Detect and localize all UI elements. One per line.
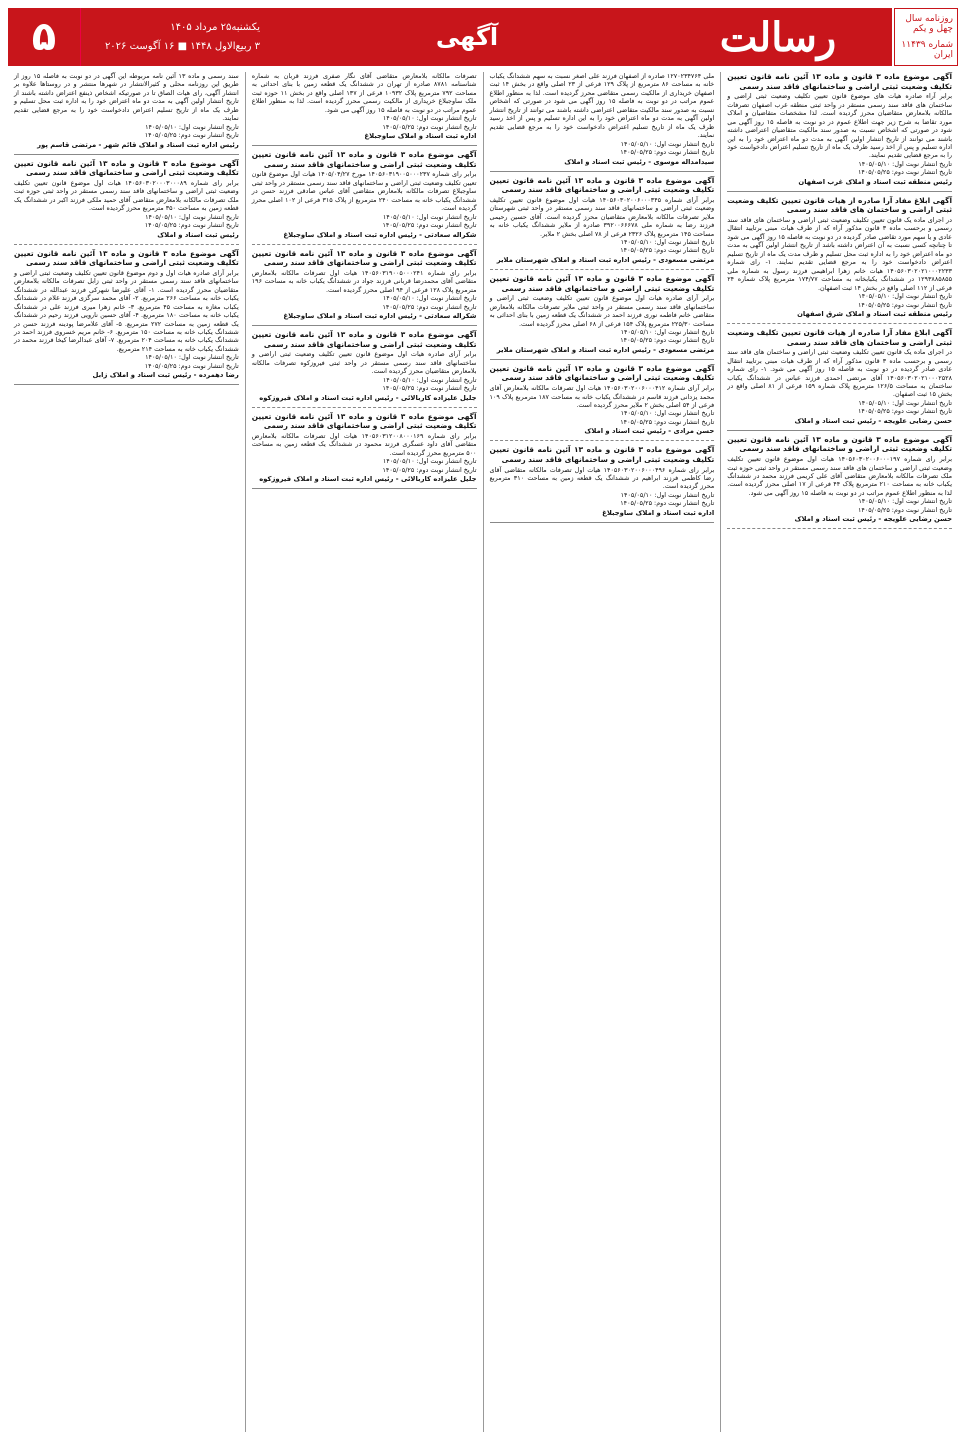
notice-columns <box>8 72 958 1432</box>
notice-title: آگهی موضوع ماده ۳ قانون و ماده ۱۳ آئین نامه قانون تعیین تکلیف وضعیت ثبتی اراضی و ساختمانهای فاقد سند رسمی <box>14 158 239 178</box>
notice-date-second: تاریخ انتشار نوبت دوم: ۱۴۰۵/۰۵/۲۵ <box>382 221 477 230</box>
notice-title: آگهی ابلاغ مفاد آرا صادره از هیات قانون تعیین تکلیف وضعیت ثبتی اراضی و ساختمان های فاقد سند رسمی <box>727 195 952 215</box>
notice-body: برابر رای شماره ۱۴۰۵۶۰۳۰۲۰۰۶۰۰۰۴۹۶ هیات اول تصرفات مالکانه متقاضی آقای رضا کاظمی فرزند ابراهیم در ششدانگ یک قطعه زمین به مساحت ۳۱۰ مترمربع محرز گردیده است. <box>489 465 715 491</box>
notice-divider <box>490 440 715 441</box>
notice-date-first: تاریخ انتشار نوبت اول: ۱۴۰۵/۰۵/۱۰ <box>145 353 239 362</box>
notice-date-second: تاریخ انتشار نوبت دوم: ۱۴۰۵/۰۵/۲۵ <box>382 384 477 393</box>
notice-date-second: تاریخ انتشار نوبت دوم: ۱۴۰۵/۰۵/۲۵ <box>144 361 239 370</box>
issue-number-line: شماره ۱۱۴۳۹ ایران <box>901 40 953 60</box>
notice-body: برابر آرای شماره ۱۴۰۵۶۰۳۰۲۰۰۶۰۰۰۴۱۲ هیات اول تصرفات مالکانه بلامعارض آقای محمد یزدانی فرزند قاسم در ششدانگ یکباب خانه به مساحت ۱۸۷ مترمربع پلاک ۱۰۹ فرعی از ۵۴ اصلی بخش ۲ ملایر محرز گردیده است. <box>489 384 715 409</box>
notice-title: آگهی موضوع ماده ۳ قانون و ماده ۱۳ آئین نامه قانون تعیین تکلیف وضعیت ثبتی اراضی و ساختمانهای فاقد سند رسمی <box>251 330 477 349</box>
notice-signature: جلیل علیزاده کاربالائی - رئیس اداره ثبت اسناد و املاک فیروزکوه <box>259 393 477 402</box>
legal-notice <box>727 72 952 187</box>
legal-notice <box>252 72 477 141</box>
notice-title: آگهی موضوع ماده ۳ قانون و ماده ۱۳ آئین نامه قانون تعیین تکلیف وضعیت ثبتی اراضی و ساختمانهای فاقد سند رسمی <box>489 175 715 195</box>
notice-date-first: تاریخ انتشار نوبت اول: ۱۴۰۵/۰۵/۱۰ <box>382 212 477 221</box>
notice-date-second: تاریخ انتشار نوبت دوم: ۱۴۰۵/۰۵/۲۵ <box>620 417 715 426</box>
notice-title: آگهی موضوع ماده ۳ قانون و ماده ۱۳ آئین نامه قانون تعیین تکلیف وضعیت ثبتی اراضی و ساختمانهای فاقد سند رسمی <box>489 273 715 293</box>
notice-date-first: تاریخ انتشار نوبت اول: ۱۴۰۵/۰۵/۱۰ <box>858 292 952 301</box>
notice-divider <box>14 244 239 245</box>
masthead <box>8 8 958 66</box>
notice-date-first: تاریخ انتشار نوبت اول: ۱۴۰۵/۰۵/۱۰ <box>145 122 239 131</box>
notice-divider <box>14 384 239 385</box>
notice-body: برابر رای شماره ۱۴۰۵۶۰۳۱۹۰۰۵۰۰۰۲۳۷ مورخ ۱۴۰۵/۰۴/۲۷ هیات اول موضوع قانون تعیین تکلیف وضعیت ثبتی اراضی و ساختمانهای فاقد سند رسمی مستقر در واحد ثبتی ساوجبلاغ تصرفات مالکانه بلامعارض متقاضی آقای عباس صادقی فرزند حسن در ششدانگ یکباب خانه به مساحت ۲۴۰ مترمربع از پلاک ۳۱۵ فرعی از ۱۰۲ اصلی محرز گردیده است. <box>251 170 477 213</box>
notice-body: تصرفات مالکانه بلامعارض متقاضی آقای نگار صفری فرزند قربان به شماره شناسنامه ۸۷۸۱ صادره از تهران در ششدانگ یک قطعه زمین با بنای احداثی به مساحت ۷۹۲ مترمربع پلاک ۱۰۹۳۲ فرعی از ۱۳۷ اصلی واقع در بخش ۱۱ حوزه ثبت ملک ساوجبلاغ خریداری از مالکیت رسمی محرز گردیده است. لذا به منظور اطلاع عموم مراتب در دو نوبت به فاصله ۱۵ روز آگهی می شود. <box>251 72 477 114</box>
notice-body: در اجرای ماده یک قانون تعیین تکلیف وضعیت ثبتی اراضی و ساختمان های فاقد سند رسمی و برحسب ماده ۳ قانون مذکور آراء که از طرف هیات مبنی برتایید انتقال عادی صادر گردیده در دو نوبت به فاصله ۱۵ روز آگهی می شود. ۱- رای شماره ۱۴۰۵۶۰۳۰۲۰۲۱۰۰۰۲۵۲۸ آقای مرتضی احمدی فرزند عباس در ششدانگ یکباب ساختمان به مساحت ۱۲۶/۵ مترمربع پلاک شماره ۱۵۹ فرعی از ۸۱ اصلی واقع در بخش ۱۵ ثبت اصفهان. <box>727 348 953 399</box>
notice-body: برابر آرای شماره ۱۴۰۵۶۰۳۰۲۰۰۶۰۰۰۳۴۵ هیات اول موضوع قانون تعیین تکلیف وضعیت ثبتی اراضی و ساختمانهای فاقد سند رسمی مستقر در واحد ثبتی شهرستان ملایر تصرفات مالکانه بلامعارض متقاضیان محرز گردیده است. آقای حسین رحیمی فرزند رضا به شماره ملی ۳۹۲۰۰۶۶۶۷۸ صادره از ملایر ششدانگ یکباب خانه به مساحت ۱۴۵ مترمربع پلاک ۲۳۲۶ فرعی از ۷۸ اصلی بخش ۲ ملایر. <box>489 195 715 238</box>
notice-date-first: تاریخ انتشار نوبت اول: ۱۴۰۵/۰۵/۱۰ <box>382 457 477 466</box>
notice-body: در اجرای ماده یک قانون تعیین تکلیف وضعیت ثبتی اراضی و ساختمان های فاقد سند رسمی و برحسب ماده ۳ قانون مذکور آراء که از طرف هیات مبنی برتایید انتقال عادی و یا سهم مورد تقاضی صادر گردیده در دو نوبت به فاصله ۱۵ روز آگهی می شود تا چنانچه کسی نسبت به آن اعتراض داشته باشد از تاریخ انتشار اولین آگهی به مدت دو ماه اعتراض خود را به اداره ثبت محل تسلیم و ظرف مدت یک ماه از تاریخ تسلیم اعتراض دادخواست خود را به مرجع قضایی تقدیم نمایند. ۱- رای شماره ۱۴۰۵۶۰۳۰۲۰۲۱۰۰۰۲۲۳۳ هیات خانم زهرا ابراهیمی فرزند رسول به شماره ملی ۱۲۹۳۸۸۵۸۵۵ در ششدانگ یکبابخانه به مساحت ۱۷۴/۷۷ مترمربع پلاک شماره ۲۴ فرعی از ۱۱۲ اصلی واقع در بخش ۱۴ ثبت اصفهان. <box>727 216 953 292</box>
notice-body: برابر رای شماره ۱۴۰۵۶۰۳۰۲۰۰۶۰۰۰۱۹۷ هیات اول موضوع قانون تعیین تکلیف وضعیت ثبتی اراضی و ساختمان های فاقد سند رسمی مستقر در واحد ثبتی حوزه ثبت ملک تصرفات مالکانه بلامعارض متقاضی آقای علی کریمی فرزند محمد در ششدانگ یکباب خانه به مساحت ۲۱۰ مترمربع پلاک ۴۴ فرعی از ۱۷ اصلی محرز گردیده است. لذا به منظور اطلاع عموم مراتب در دو نوبت به فاصله ۱۵ روز آگهی می شود. <box>727 455 952 497</box>
notice-title: آگهی موضوع ماده ۳ قانون و ماده ۱۳ آئین نامه قانون تعیین تکلیف وضعیت ثبتی اراضی و ساختمانهای فاقد سند رسمی <box>727 434 953 454</box>
notice-signature: مرتضی مسعودی - رئیس اداره ثبت اسناد و املاک شهرستان ملایر <box>496 255 715 264</box>
notice-title: آگهی موضوع ماده ۳ قانون و ماده ۱۳ آئین نامه قانون تعیین تکلیف وضعیت ثبتی اراضی و ساختمانهای فاقد سند رسمی <box>251 411 477 431</box>
section-title: آگهی <box>270 8 664 66</box>
notice-divider <box>252 325 477 326</box>
notice-date-second: تاریخ انتشار نوبت دوم: ۱۴۰۵/۰۵/۲۵ <box>382 302 477 311</box>
notice-date-second: تاریخ انتشار نوبت دوم: ۱۴۰۵/۰۵/۲۵ <box>382 465 477 474</box>
notice-date-second: تاریخ انتشار نوبت دوم: ۱۴۰۵/۰۵/۲۵ <box>144 221 239 230</box>
legal-notice <box>490 274 715 355</box>
notice-date-first: تاریخ انتشار نوبت اول: ۱۴۰۵/۰۵/۱۰ <box>382 294 477 303</box>
notice-body: ملی ۱۲۷۰۲۳۴۷۶۴ صادره از اصفهان فرزند علی اصغر نسبت به سهم ششدانگ یکباب خانه به مساحت ۸۶ مترمربع از پلاک ۱۲۹ فرعی از ۲۳ اصلی واقع در بخش ۱۴ ثبت اصفهان خریداری از مالکیت رسمی متقاضی محرز گردیده است. لذا به منظور اطلاع عموم مراتب در دو نوبت به فاصله ۱۵ روز آگهی می شود در صورتی که اشخاص نسبت به صدور سند مالکیت متقاضی اعتراضی داشته باشند می توانند از تاریخ انتشار اولین آگهی به مدت دو ماه اعتراض خود را به این اداره تسلیم و پس از اخذ رسید ظرف یک ماه از تاریخ تسلیم اعتراض دادخواست خود را به مرجع قضایی تقدیم نمایند. <box>489 72 715 140</box>
notice-date-second: تاریخ انتشار نوبت دوم: ۱۴۰۵/۰۵/۲۵ <box>620 336 715 345</box>
legal-notice <box>252 150 477 239</box>
notice-date-second: تاریخ انتشار نوبت دوم: ۱۴۰۵/۰۵/۲۵ <box>144 131 239 140</box>
notice-date-first: تاریخ انتشار نوبت اول: ۱۴۰۵/۰۵/۱۰ <box>620 327 715 336</box>
legal-notice <box>727 196 952 319</box>
column-2 <box>483 72 721 1432</box>
notice-date-second: تاریخ انتشار نوبت دوم: ۱۴۰۵/۰۵/۲۵ <box>620 246 715 255</box>
notice-divider <box>490 359 715 360</box>
notice-divider <box>14 154 239 155</box>
notice-body: برابر آراء صادره هیات های موضوع قانون تعیین تکلیف وضعیت ثبتی اراضی و ساختمان های فاقد سند رسمی مستقر در واحد ثبتی منطقه غرب اصفهان تصرفات مالکانه بلامعارض متقاضیان محرز گردیده است. لذا مشخصات متقاضیان و املاک مورد تقاضا به شرح زیر جهت اطلاع عموم در دو نوبت به فاصله ۱۵ روز آگهی می شود در صورتی که اشخاص نسبت به صدور سند مالکیت متقاضیان اعتراضی داشته باشند می توانند از تاریخ انتشار اولین آگهی به مدت دو ماه اعتراض خود را به این اداره تسلیم و پس از اخذ رسید ظرف یک ماه از تاریخ تسلیم اعتراض دادخواست خود را به مرجع قضایی تقدیم نمایند. <box>727 92 952 160</box>
notice-date-second: تاریخ انتشار نوبت دوم: ۱۴۰۵/۰۵/۲۵ <box>620 148 715 157</box>
notice-signature: رضا دهمرده - رئیس ثبت اسناد و املاک زابل <box>92 371 239 380</box>
notice-title: آگهی موضوع ماده ۳ قانون و ماده ۱۳ آئین نامه قانون تعیین تکلیف وضعیت ثبتی اراضی و ساختمانهای فاقد سند رسمی <box>251 150 477 169</box>
date-line-persian: یکشنبه۲۵ مرداد ۱۴۰۵ <box>170 22 260 33</box>
issue-date <box>80 8 270 66</box>
notice-signature: جلیل علیزاده کاربالائی - رئیس اداره ثبت اسناد و املاک فیروزکوه <box>259 475 477 484</box>
notice-title: آگهی موضوع ماده ۳ قانون و ماده ۱۳ آئین نامه قانون تعیین تکلیف وضعیت ثبتی اراضی و ساختمانهای فاقد سند رسمی <box>489 445 715 464</box>
notice-body: برابر رای شماره ۱۴۰۵۶۰۳۰۲۰۰۰۳۰۰۰۸۹ هیات اول موضوع قانون تعیین تکلیف وضعیت ثبتی اراضی و ساختمانهای فاقد سند رسمی مستقر در واحد ثبتی حوزه ثبت ملک تصرفات مالکانه بلامعارض متقاضی آقای حمید ملکی فرزند اکبر در ششدانگ یک قطعه زمین به مساحت ۳۵۰ مترمربع محرز گردیده است. <box>14 178 239 213</box>
notice-body: برابر آرای صادره هیات اول و دوم موضوع قانون تعیین تکلیف وضعیت ثبتی اراضی و ساختمانهای فاقد سند رسمی مستقر در واحد ثبتی زابل تصرفات مالکانه بلامعارض متقاضیان محرز گردیده است. ۱- آقای علیرضا شهرکی فرزند عبدالله در ششدانگ یکباب خانه به مساحت ۲۶۶ مترمربع. ۲- آقای محمد سرگزی فرزند غلام در ششدانگ یکباب مغازه به مساحت ۴۵ مترمربع. ۳- خانم زهرا میری فرزند علی در ششدانگ یکباب خانه به مساحت ۱۸۰ مترمربع. ۴- آقای حسین نارویی فرزند رحیم در ششدانگ یک قطعه زمین به مساحت ۲۷۲ مترمربع. ۵- آقای غلامرضا پودینه فرزند حسن در ششدانگ یکباب خانه به مساحت ۱۵۰ مترمربع. ۶- خانم مریم خسروی فرزند احمد در ششدانگ یکباب خانه به مساحت ۲۰۴ مترمربع. ۷- آقای عبدالرضا کیخا فرزند محمد در ششدانگ یکباب خانه به مساحت ۲۱۴ مترمربع. <box>14 268 239 353</box>
column-3 <box>245 72 483 1432</box>
notice-date-second: تاریخ انتشار نوبت دوم: ۱۴۰۵/۰۵/۲۵ <box>857 300 952 309</box>
notice-date-first: تاریخ انتشار نوبت اول: ۱۴۰۵/۰۵/۱۰ <box>620 139 715 148</box>
legal-notice <box>252 412 477 484</box>
issue-meta <box>894 8 958 66</box>
notice-date-first: تاریخ انتشار نوبت اول: ۱۴۰۵/۰۵/۱۰ <box>620 409 715 418</box>
column-4 <box>8 72 245 1432</box>
legal-notice <box>727 328 952 426</box>
notice-divider <box>252 407 477 408</box>
notice-divider <box>252 488 477 489</box>
notice-signature: شکراله سعادتی - رئیس اداره ثبت اسناد و املاک ساوجبلاغ <box>283 312 477 321</box>
notice-signature: حسن مرادی - رئیس ثبت اسناد و املاک <box>584 427 715 436</box>
notice-title: آگهی موضوع ماده ۳ قانون و ماده ۱۳ آئین نامه قانون تعیین تکلیف وضعیت ثبتی اراضی و ساختمانهای فاقد سند رسمی <box>489 363 715 383</box>
notice-title: آگهی ابلاغ مفاد آرا صادره از هیات قانون تعیین تکلیف وضعیت ثبتی اراضی و ساختمان های فاقد سند رسمی <box>727 327 952 347</box>
notice-date-first: تاریخ انتشار نوبت اول: ۱۴۰۵/۰۵/۱۰ <box>382 114 477 123</box>
notice-signature: شکراله سعادتی - رئیس اداره ثبت اسناد و املاک ساوجبلاغ <box>283 230 477 239</box>
legal-notice <box>490 364 715 436</box>
notice-date-first: تاریخ انتشار نوبت اول: ۱۴۰۵/۰۵/۱۰ <box>382 375 477 384</box>
notice-body: برابر رای شماره ۱۴۰۵۶۰۳۱۹۰۰۵۰۰۰۲۴۱ هیات اول تصرفات مالکانه بلامعارض متقاضی آقای محمدرضا قربانی فرزند جواد در ششدانگ یکباب خانه به مساحت ۱۹۶ مترمربع پلاک ۱۲۸ فرعی از ۹۴ اصلی محرز گردیده است. <box>251 268 477 294</box>
notice-body: برابر رای شماره ۱۴۰۵۶۰۳۱۲۰۰۸۰۰۰۱۶۹ هیات اول تصرفات مالکانه بلامعارض متقاضی آقای داود عسگری فرزند محمود در ششدانگ یک قطعه زمین به مساحت ۵۰۰ مترمربع محرز گردیده است. <box>251 431 477 457</box>
notice-title: آگهی موضوع ماده ۳ قانون و ماده ۱۳ آئین نامه قانون تعیین تکلیف وضعیت ثبتی اراضی و ساختمانهای فاقد سند رسمی <box>14 248 239 268</box>
legal-notice <box>14 249 239 381</box>
notice-date-second: تاریخ انتشار نوبت دوم: ۱۴۰۵/۰۵/۲۵ <box>857 505 952 514</box>
notice-body: برابر آرای صادره هیات اول موضوع قانون تعیین تکلیف وضعیت ثبتی اراضی و ساختمانهای فاقد سند رسمی مستقر در واحد ثبتی فیروزکوه تصرفات مالکانه بلامعارض متقاضیان محرز گردیده است. <box>251 350 477 376</box>
notice-divider <box>727 430 952 431</box>
column-1 <box>720 72 958 1432</box>
notice-title: آگهی موضوع ماده ۳ قانون و ماده ۱۳ آئین نامه قانون تعیین تکلیف وضعیت ثبتی اراضی و ساختمانهای فاقد سند رسمی <box>727 72 953 91</box>
legal-notice <box>727 435 952 524</box>
notice-signature: رئیس منطقه ثبت اسناد و املاک شرق اصفهان <box>797 309 952 318</box>
notice-date-first: تاریخ انتشار نوبت اول: ۱۴۰۵/۰۵/۱۰ <box>145 212 239 221</box>
legal-notice <box>490 176 715 265</box>
legal-notice <box>14 159 239 240</box>
notice-divider <box>727 191 952 192</box>
legal-notice <box>252 249 477 321</box>
notice-date-first: تاریخ انتشار نوبت اول: ۱۴۰۵/۰۵/۱۰ <box>620 490 715 499</box>
legal-notice <box>14 72 239 150</box>
legal-notice <box>252 330 477 402</box>
notice-date-first: تاریخ انتشار نوبت اول: ۱۴۰۵/۰۵/۱۰ <box>620 238 715 247</box>
notice-signature: سیدامداله موسوی - رئیس ثبت اسناد و املاک <box>564 157 715 166</box>
notice-date-first: تاریخ انتشار نوبت اول: ۱۴۰۵/۰۵/۱۰ <box>858 398 952 407</box>
notice-signature: اداره ثبت اسناد و املاک ساوجبلاغ <box>364 132 477 141</box>
notice-body: برابر آرای صادره هیات اول موضوع قانون تعیین تکلیف وضعیت ثبتی اراضی و ساختمانهای فاقد سند رسمی مستقر در واحد ثبتی ملایر تصرفات مالکانه بلامعارض متقاضی خانم فاطمه نوری فرزند احمد در ششدانگ یک قطعه زمین با بنای احداثی به مساحت ۲۲۵/۳۰ مترمربع پلاک ۱۵۴ فرعی از ۶۸ اصلی محرز گردیده است. <box>489 294 715 328</box>
newspaper-logo: رسالت <box>664 8 894 66</box>
volume-line: روزنامه سال چهل و یکم <box>905 14 953 34</box>
notice-divider <box>490 269 715 270</box>
notice-divider <box>252 145 477 146</box>
notice-date-first: تاریخ انتشار نوبت اول: ۱۴۰۵/۰۵/۱۰ <box>858 497 952 506</box>
notice-divider <box>252 244 477 245</box>
notice-signature: حسن رضایی علویجه - رئیس ثبت اسناد و املاک <box>794 416 952 425</box>
notice-signature: اداره ثبت اسناد و املاک ساوجبلاغ <box>602 508 715 517</box>
notice-date-first: تاریخ انتشار نوبت اول: ۱۴۰۵/۰۵/۱۰ <box>858 159 952 168</box>
notice-divider <box>727 323 952 324</box>
date-line-other: ۳ ربیع‌الاول ۱۴۴۸ ■ ۱۶ آگوست ۲۰۲۶ <box>104 41 260 52</box>
legal-notice <box>490 445 715 517</box>
notice-signature: رئیس ثبت اسناد و املاک <box>157 230 239 239</box>
page-number: ۵ <box>8 8 80 66</box>
notice-body: سند رسمی و ماده ۱۳ آئین نامه مربوطه این آگهی در دو نوبت به فاصله ۱۵ روز از طریق این روزنامه محلی و کثیرالانتشار در شهرها منتشر و در روستاها علاوه بر انتشار آگهی، رای هیات الصاق تا در صورتیکه اشخاص ذینفع اعتراض داشته باشند از تاریخ انتشار اولین آگهی به مدت دو ماه اعتراض خود را به اداره ثبت محل تسلیم و ظرف یک ماه از تاریخ تسلیم اعتراض دادخواست خود را به مرجع قضایی تقدیم نمایند. <box>14 72 239 123</box>
notice-date-second: تاریخ انتشار نوبت دوم: ۱۴۰۵/۰۵/۲۵ <box>857 407 952 416</box>
notice-divider <box>490 522 715 523</box>
legal-notice <box>490 72 715 167</box>
notice-divider <box>727 528 952 529</box>
notice-date-second: تاریخ انتشار نوبت دوم: ۱۴۰۵/۰۵/۲۵ <box>382 122 477 131</box>
notice-signature: حسن رضایی علویجه - رئیس ثبت اسناد و املاک <box>794 515 952 524</box>
notice-title: آگهی موضوع ماده ۳ قانون و ماده ۱۳ آئین نامه قانون تعیین تکلیف وضعیت ثبتی اراضی و ساختمانهای فاقد سند رسمی <box>251 248 477 268</box>
notice-signature: رئیس منطقه ثبت اسناد و املاک غرب اصفهان <box>798 177 952 186</box>
notice-date-second: تاریخ انتشار نوبت دوم: ۱۴۰۵/۰۵/۲۵ <box>620 499 715 508</box>
notice-date-second: تاریخ انتشار نوبت دوم: ۱۴۰۵/۰۵/۲۵ <box>857 168 952 177</box>
notice-divider <box>490 171 715 172</box>
notice-signature: مرتضی مسعودی - رئیس اداره ثبت اسناد و املاک شهرستان ملایر <box>496 345 715 354</box>
notice-signature: رئیس اداره ثبت اسناد و املاک قائم شهر - مرتضی قاسم پور <box>37 140 239 149</box>
